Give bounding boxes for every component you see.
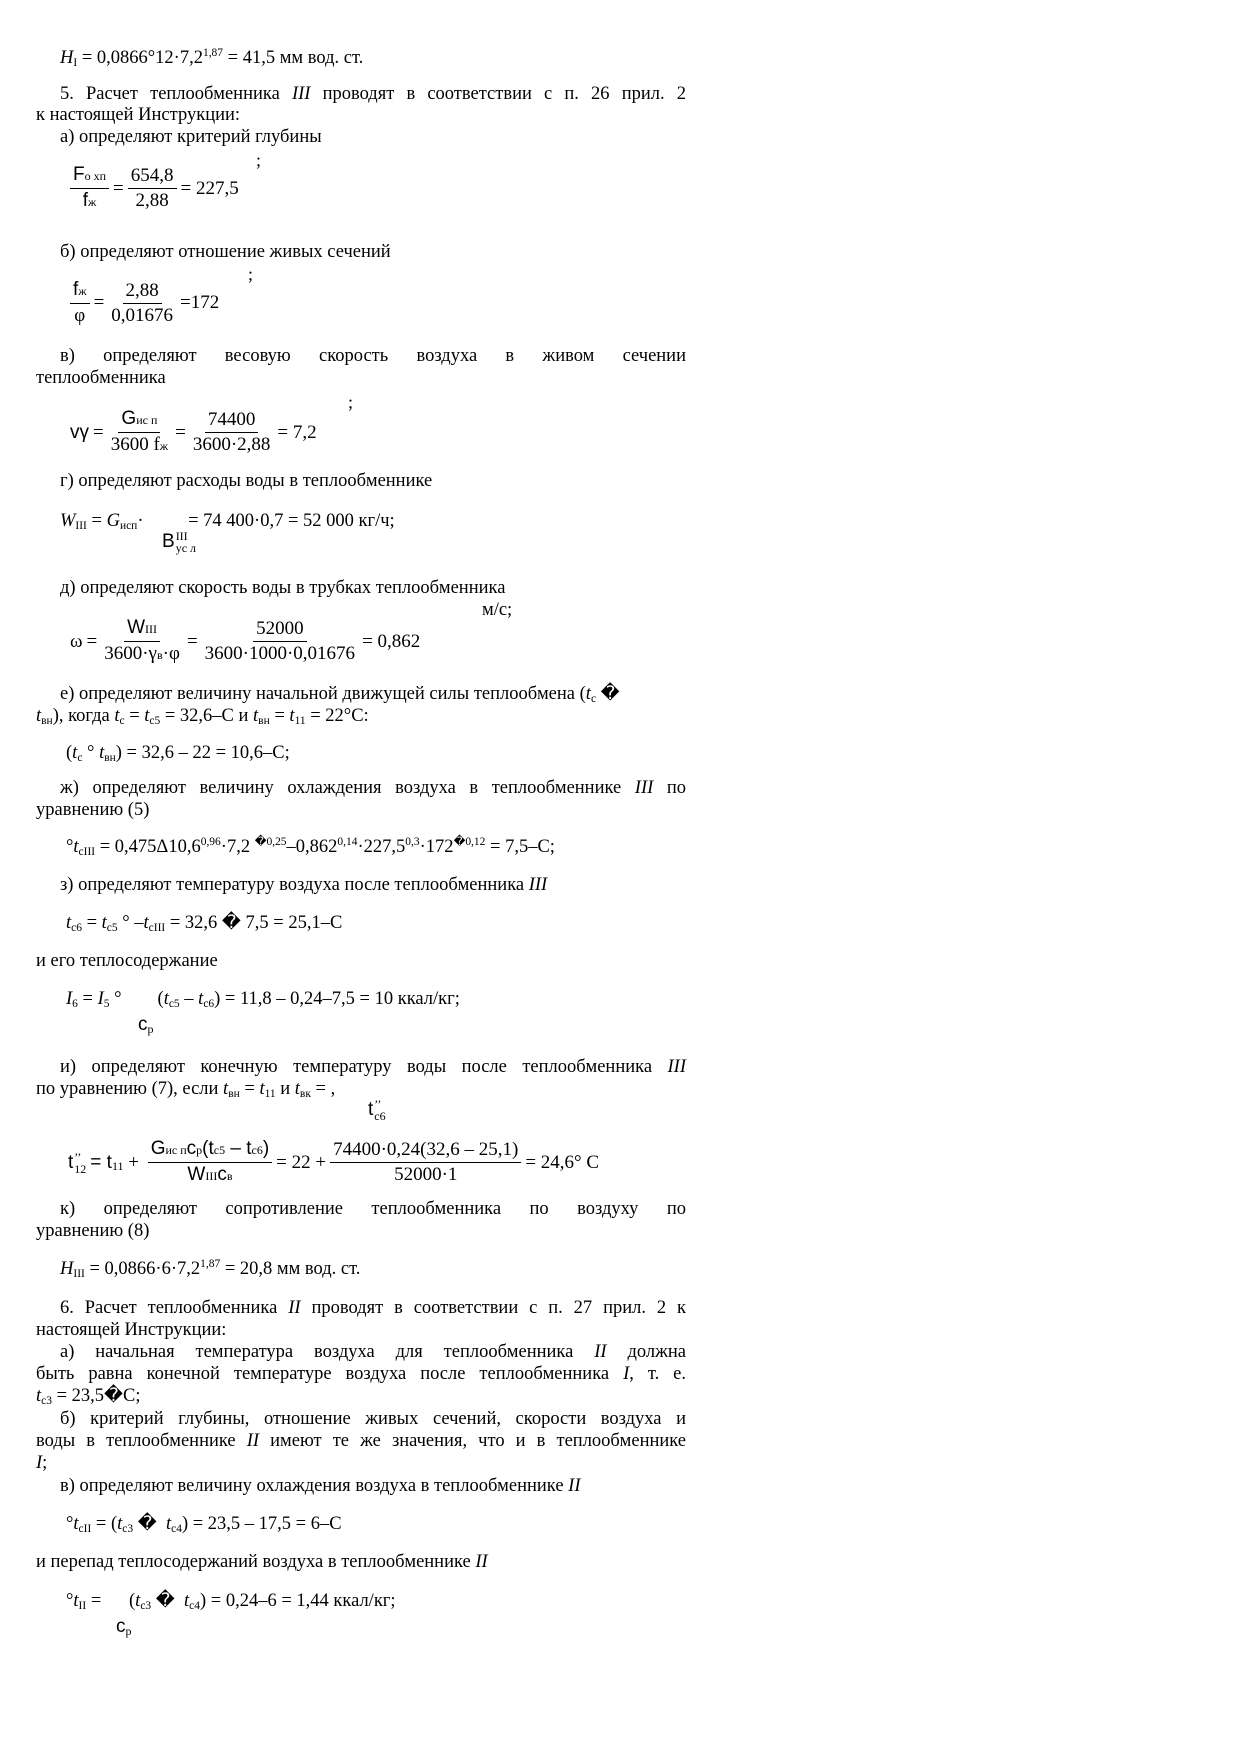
c: c — [186, 1138, 197, 1159]
text: воды в теплообменнике — [36, 1431, 247, 1451]
formula-air-mass-velocity — [70, 408, 317, 457]
W: W — [127, 617, 146, 638]
numerator: 2,88 — [123, 280, 162, 304]
delta: ° — [66, 1514, 74, 1534]
sub: вк — [299, 1088, 311, 1100]
t: t — [101, 913, 107, 933]
text: ) = 0,24–6 = 1,44 ккал/кг; — [199, 1591, 396, 1611]
sub: с6 — [251, 1143, 263, 1157]
denominator: 0,01676 — [111, 304, 174, 326]
sub: с3 — [41, 1395, 52, 1407]
I: I — [97, 989, 104, 1009]
item-i-line2 — [36, 1078, 335, 1100]
cp-symbol — [116, 1614, 132, 1639]
heat-diff-label — [36, 1551, 488, 1573]
sup: ’’ — [374, 1097, 382, 1111]
delta: ° — [66, 837, 74, 857]
formula-water-velocity — [70, 617, 420, 666]
omega: ω — [70, 630, 83, 652]
W: W — [187, 1164, 206, 1185]
sub: 6 — [72, 998, 78, 1010]
sub: 5 — [103, 998, 110, 1010]
item-k-line1: к) определяют сопротивление теплообменника по воздуху по — [60, 1199, 686, 1219]
sub: с — [590, 693, 597, 705]
B: B — [162, 531, 175, 552]
text: е) определяют величину начальной движущей силы теплообмена ( — [60, 684, 586, 704]
sub: с5 — [106, 922, 118, 934]
roman: III — [667, 1057, 686, 1077]
semicolon: ; — [256, 150, 262, 170]
text: � — [596, 684, 620, 704]
text: ) = 11,8 – 0,24–7,5 = 10 ккал/кг; — [214, 989, 460, 1009]
sup: 0,3 — [405, 836, 420, 848]
item-zh-line1 — [60, 777, 686, 799]
text: ° — [82, 743, 100, 763]
text: = 7,5–С; — [485, 837, 555, 857]
sub: III — [145, 622, 158, 636]
result: =172 — [180, 292, 220, 313]
delta: ° — [66, 1591, 74, 1611]
denominator: 3600·1000·0,01676 — [204, 643, 356, 664]
fraction — [70, 279, 90, 327]
t: t — [66, 913, 72, 933]
expr: = 0,0866·6·7,2 — [84, 1259, 201, 1279]
sub: ис п — [136, 413, 158, 427]
text: проводят в соответствии с п. 27 прил. 2 к — [300, 1298, 687, 1318]
item-v-label-line1: в) определяют весовую скорость воздуха в живом сечении — [60, 346, 686, 366]
text: = 23,5�С; — [51, 1386, 141, 1406]
text: , т. е. — [629, 1364, 687, 1384]
sub: III — [75, 520, 87, 532]
result: = 0,862 — [362, 630, 421, 652]
fraction — [108, 408, 171, 457]
text: и — [275, 1079, 295, 1099]
text: = — [124, 706, 145, 726]
item-b-label: б) определяют отношение живых сечений — [60, 242, 391, 262]
c: c — [138, 1013, 148, 1035]
sub: с6 — [203, 998, 215, 1010]
t: t — [289, 706, 295, 726]
t: t — [68, 1151, 74, 1173]
sup: �0,12 — [453, 836, 486, 848]
sup: ’’ — [74, 1149, 82, 1164]
item-d-label: д) определяют скорость воды в трубках теплообменника — [60, 578, 506, 598]
t: t — [198, 989, 204, 1009]
text: 5. Расчет теплообменника — [60, 84, 292, 104]
sub: с4 — [189, 1600, 200, 1612]
text: = — [239, 1079, 260, 1099]
plus: + — [123, 1151, 144, 1173]
fraction — [70, 164, 109, 213]
text: ° – — [117, 913, 144, 933]
denominator: 2,88 — [135, 190, 169, 211]
sub: с5 — [213, 1143, 226, 1157]
expr: = 0,0866°12·7,2 — [77, 48, 203, 68]
result: = 24,6° C — [525, 1151, 600, 1173]
sub: с6 — [374, 1109, 386, 1123]
sub: р — [196, 1143, 203, 1157]
sub: 11 — [264, 1088, 276, 1100]
text: = — [77, 989, 98, 1009]
text: � — [133, 1514, 166, 1534]
text: = 32,6 � 7,5 = 25,1–С — [165, 913, 343, 933]
item-g-label: г) определяют расходы воды в теплообменнике — [60, 471, 433, 491]
sup: 1,87 — [202, 47, 224, 59]
roman: II — [288, 1298, 301, 1318]
t: t — [36, 1386, 42, 1406]
sub: ж — [78, 284, 87, 298]
formula-air-temp-after-III — [66, 912, 342, 934]
item-k-line2: уравнению (8) — [36, 1221, 150, 1241]
tail: = 74 400·0,7 = 52 000 кг/ч; — [183, 511, 395, 531]
roman: III — [291, 84, 311, 104]
var-H: H — [60, 48, 74, 68]
text: ) = 32,6 – 22 = 10,6–С; — [115, 743, 290, 763]
sub: исп — [119, 520, 138, 532]
paren: ( — [66, 743, 73, 763]
formula-resistance-hI — [60, 47, 363, 69]
phi: φ — [74, 305, 86, 326]
G: G — [106, 511, 120, 531]
paren: ) — [262, 1138, 270, 1159]
text: проводят в соответствии с п. 26 прил. 2 — [310, 84, 686, 104]
sub: вн — [104, 752, 116, 764]
sub: с5 — [149, 715, 161, 727]
fraction — [330, 1139, 521, 1186]
roman: I — [623, 1364, 630, 1384]
text: должна — [606, 1342, 686, 1362]
sub: III — [205, 1169, 218, 1183]
text: –0,862 — [286, 837, 338, 857]
text: = 32,6–С и — [160, 706, 254, 726]
sup: 0,96 — [200, 836, 221, 848]
formula-heat-content — [66, 988, 460, 1010]
paren: (t — [202, 1138, 214, 1159]
semicolon: ; — [248, 264, 254, 284]
sub: вн — [41, 715, 53, 727]
text: быть равна конечной температуре воздуха после теплообменника — [36, 1364, 624, 1384]
sub: II — [78, 1600, 87, 1612]
text: имеют те же значения, что и в теплообменнике — [259, 1431, 687, 1451]
sup: �0,25 — [254, 836, 287, 848]
paragraph-6-line1 — [60, 1297, 686, 1319]
formula-heat-diff-II — [66, 1590, 396, 1612]
text: = ( — [91, 1514, 118, 1534]
item-6a-line2 — [36, 1363, 686, 1385]
t: t — [135, 1591, 141, 1611]
text: ; — [42, 1453, 48, 1473]
eq: = 22 + — [276, 1151, 327, 1173]
sub: с — [77, 752, 83, 764]
sub: с5 — [168, 998, 180, 1010]
t: t — [99, 743, 105, 763]
roman: III — [528, 875, 548, 895]
lhs: vγ — [70, 421, 89, 443]
t: t — [114, 706, 120, 726]
t: t — [143, 913, 149, 933]
result: = 7,2 — [277, 421, 317, 443]
numerator: 74400 — [205, 409, 259, 433]
c: c — [116, 1615, 126, 1637]
G: G — [150, 1138, 166, 1159]
expr-tail: = 20,8 мм вод. ст. — [220, 1259, 361, 1279]
item-6b-line2 — [36, 1430, 686, 1452]
item-a-label: а) определяют критерий глубины — [60, 127, 322, 147]
cp-symbol — [138, 1012, 154, 1037]
text: и перепад теплосодержаний воздуха в теплообменнике — [36, 1552, 476, 1572]
equals: = — [93, 421, 104, 443]
sub: с6 — [71, 922, 82, 934]
t: t — [117, 1514, 123, 1534]
sub: с3 — [140, 1600, 152, 1612]
den-tail: ·φ — [162, 643, 180, 664]
fraction — [190, 409, 274, 456]
F: F — [73, 164, 85, 185]
formula-water-flow — [60, 510, 395, 532]
equals: = — [113, 177, 124, 199]
item-e-line1 — [60, 683, 620, 705]
formula-depth-criterion — [66, 164, 239, 213]
formula-final-water-temp — [68, 1138, 599, 1187]
equals: = — [186, 630, 198, 652]
t: t — [36, 706, 42, 726]
sub: ис п — [165, 1143, 187, 1157]
item-zh-line2: уравнению (5) — [36, 800, 150, 820]
text: = 0,475Δ10,6 — [95, 837, 201, 857]
t: t — [259, 1079, 265, 1099]
sub: с — [119, 715, 125, 727]
text: – — [179, 989, 199, 1009]
item-v-label-line2: теплообменника — [36, 368, 166, 388]
text: = — [269, 706, 290, 726]
sub: о хп — [84, 169, 107, 183]
numerator: 654,8 — [128, 165, 177, 189]
sub: ж — [159, 439, 169, 453]
t: t — [184, 1591, 190, 1611]
sub: сIII — [78, 846, 96, 858]
roman: II — [594, 1342, 607, 1362]
expr-tail: = 41,5 мм вод. ст. — [223, 48, 364, 68]
text: = — [81, 913, 102, 933]
item-i-line1 — [60, 1056, 686, 1078]
sub: вн — [258, 715, 270, 727]
result: = 227,5 — [180, 177, 239, 199]
formula-driving-force — [66, 742, 290, 764]
heat-content-label: и его теплосодержание — [36, 951, 218, 971]
sub: 11 — [111, 1159, 124, 1173]
units-ms: м/с; — [482, 600, 513, 620]
formula-section-ratio — [66, 279, 219, 327]
text: = ( — [86, 1591, 136, 1611]
text: а) начальная температура воздуха для теплообменника — [60, 1342, 595, 1362]
dot: · — [137, 511, 144, 531]
item-e-line2 — [36, 705, 369, 727]
item-6b-line1: б) критерий глубины, отношение живых сечений, скорости воздуха и — [60, 1409, 686, 1429]
roman: II — [475, 1552, 488, 1572]
den: 3600·γ — [104, 643, 157, 664]
text: по — [653, 778, 686, 798]
sub: в — [226, 1169, 233, 1183]
sub: в — [156, 648, 163, 662]
sub: 12 — [74, 1161, 87, 1176]
sub: сIII — [148, 922, 166, 934]
I: I — [66, 989, 73, 1009]
formula-air-cooling-III — [66, 836, 555, 858]
minus: – t — [225, 1138, 252, 1159]
t: t — [165, 1514, 172, 1534]
eq: = — [86, 511, 107, 531]
fraction — [148, 1138, 272, 1187]
fraction — [108, 280, 176, 327]
text: ж) определяют величину охлаждения воздуха в теплообменнике — [60, 778, 635, 798]
item-z-label — [60, 874, 547, 896]
equals: = — [93, 292, 105, 313]
denominator: 52000·1 — [394, 1164, 458, 1185]
coef-b-usl — [162, 530, 196, 554]
t: t — [253, 706, 259, 726]
eq: = t — [90, 1151, 112, 1173]
roman: III — [634, 778, 654, 798]
sub: I — [73, 57, 78, 69]
H: H — [60, 1259, 74, 1279]
sup: 1,87 — [200, 1258, 221, 1270]
equals: = — [86, 630, 98, 652]
equals: = — [175, 421, 186, 443]
sub: р — [147, 1022, 154, 1036]
t: t — [73, 1591, 79, 1611]
numerator: 74400·0,24(32,6 – 25,1) — [330, 1139, 521, 1163]
text: ·172 — [419, 837, 454, 857]
text: 6. Расчет теплообменника — [60, 1298, 289, 1318]
den: 3600 f — [110, 434, 160, 455]
t: t — [294, 1079, 300, 1099]
text: ), когда — [52, 706, 115, 726]
t-c6-symbol — [368, 1098, 386, 1122]
paragraph-5-line2: к настоящей Инструкции: — [36, 105, 241, 125]
item-6b-line3 — [36, 1452, 47, 1474]
fraction — [202, 618, 358, 665]
text: по уравнению (7), если — [36, 1079, 224, 1099]
f: f — [82, 190, 88, 211]
text: ( — [157, 989, 164, 1009]
sub: ж — [88, 195, 97, 209]
t: t — [72, 743, 78, 763]
text: ) = 23,5 – 17,5 = 6–С — [181, 1514, 342, 1534]
item-6a-line1 — [60, 1341, 686, 1363]
roman: II — [568, 1476, 581, 1496]
semicolon: ; — [348, 392, 354, 412]
denominator: 3600·2,88 — [192, 434, 271, 455]
t: t — [73, 1514, 79, 1534]
text: � — [151, 1591, 184, 1611]
roman: I — [36, 1453, 43, 1473]
t: t — [73, 837, 79, 857]
text: ·7,2 — [220, 837, 255, 857]
t: t — [585, 684, 591, 704]
text: в) определяют величину охлаждения воздуха в теплообменнике — [60, 1476, 569, 1496]
text: з) определяют температуру воздуха после теплообменника — [60, 875, 529, 895]
sup: 0,14 — [337, 836, 358, 848]
sub: ус л — [175, 541, 197, 555]
sub: 11 — [294, 715, 306, 727]
sub: р — [125, 1624, 132, 1638]
t: t — [163, 989, 169, 1009]
sub: с3 — [122, 1523, 134, 1535]
text: = , — [310, 1079, 336, 1099]
text: ° — [109, 989, 122, 1009]
formula-resistance-hIII — [60, 1258, 360, 1280]
sup: III — [175, 529, 188, 543]
fraction — [128, 165, 177, 212]
G: G — [121, 408, 137, 429]
fraction — [101, 617, 183, 666]
f: f — [73, 279, 79, 300]
t: t — [368, 1099, 374, 1120]
sub: с4 — [171, 1523, 182, 1535]
paragraph-6-line2: настоящей Инструкции: — [36, 1320, 227, 1340]
text: и) определяют конечную температуру воды после теплообменника — [60, 1057, 668, 1077]
numerator: 52000 — [253, 618, 307, 642]
text: ·227,5 — [357, 837, 406, 857]
formula-air-cooling-II — [66, 1513, 342, 1535]
t: t — [223, 1079, 229, 1099]
paragraph-5-line1 — [60, 83, 686, 105]
roman: II — [246, 1431, 260, 1451]
c: c — [217, 1164, 227, 1185]
item-6a-line3 — [36, 1385, 140, 1407]
text: = 22°С: — [305, 706, 369, 726]
t: t — [144, 706, 150, 726]
sub: III — [73, 1268, 85, 1280]
sub: вн — [228, 1088, 240, 1100]
item-6v-label — [60, 1475, 580, 1497]
sub: сII — [78, 1523, 92, 1535]
W: W — [60, 511, 76, 531]
